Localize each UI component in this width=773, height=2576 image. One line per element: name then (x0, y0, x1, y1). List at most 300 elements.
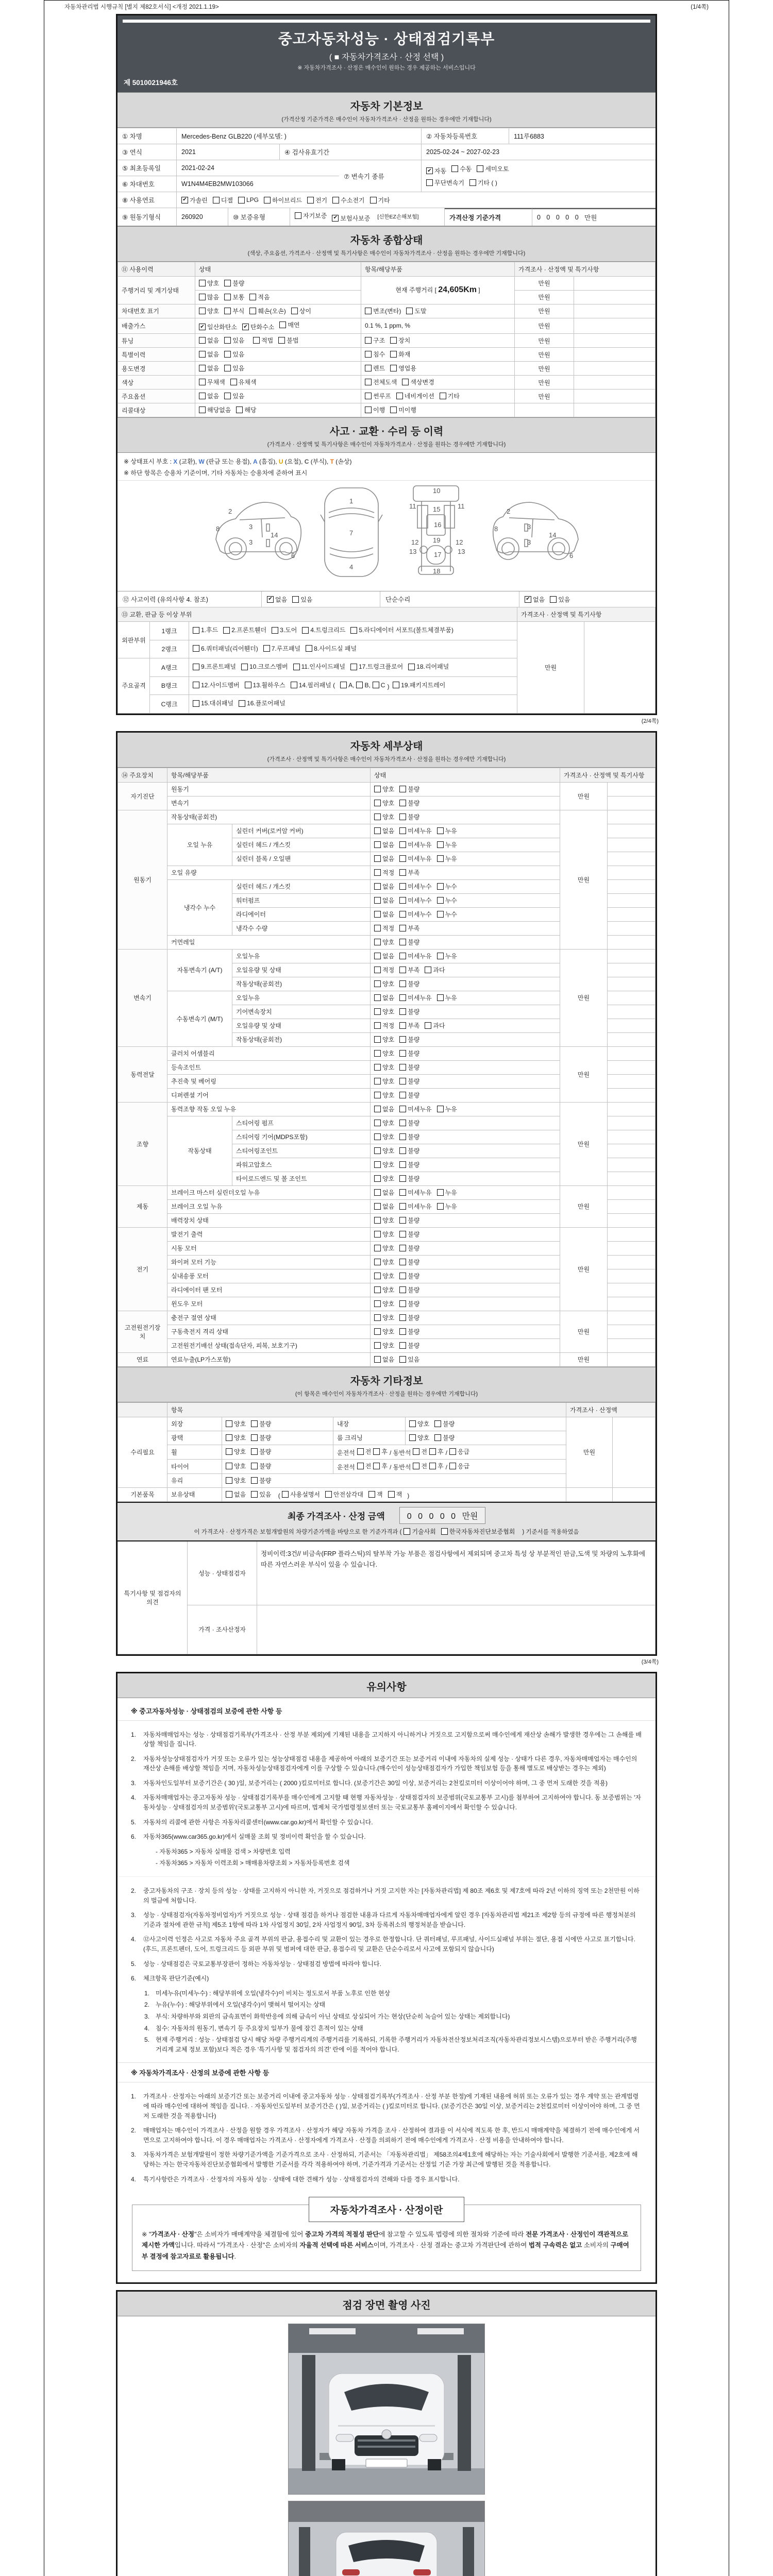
comprehensive-subtitle: (색상, 주요옵션, 가격조사 · 산정액 및 특기사항은 매수인이 자동차가격조사 · 산정을 원하는 경우에만 기재합니다) (247, 250, 526, 257)
opinion-table (117, 1540, 656, 1654)
cell (195, 403, 361, 417)
cell (584, 622, 656, 714)
checkbox-option[interactable]: 구조 (365, 336, 385, 345)
checkbox-option[interactable]: 해당없음 (199, 405, 231, 414)
checkbox-option[interactable]: 양호 (374, 1077, 394, 1086)
checkbox-option[interactable]: 불량 (399, 1244, 419, 1252)
cell: 주요골격 (118, 658, 150, 714)
checkbox-option[interactable]: 미세누유 (399, 826, 431, 835)
checkbox-option[interactable]: 수소전기 (332, 196, 364, 205)
checkbox-option[interactable]: 양호 (374, 1258, 394, 1266)
checkbox-option[interactable]: 색상변경 (402, 378, 434, 386)
checkbox-option[interactable]: 양호 (374, 799, 394, 807)
checkbox-option[interactable]: 적법 (253, 336, 273, 345)
checkbox-option[interactable]: 있음 (399, 1355, 419, 1364)
cell: 배력장치 상태 (167, 1213, 371, 1227)
checkbox-option[interactable]: 불량 (399, 938, 419, 946)
pricing-definition-box (132, 2205, 641, 2271)
checkbox-option[interactable]: 불량 (399, 799, 419, 807)
cell: 변속기 (167, 796, 371, 810)
cell (608, 963, 656, 977)
checkbox-option[interactable]: 적정 (374, 868, 394, 877)
checkbox-option[interactable]: 기타 ( ) (469, 178, 497, 187)
checkbox-option[interactable]: 누유 (437, 826, 457, 835)
checkbox-option[interactable]: 양호 (374, 1244, 394, 1252)
notice-item: 3. 자동차가격은 보험개발원이 정한 차량기준가액을 기준가격으로 조사 · 산정하되, 기준서는 「자동차관리법」 제58조의4제1호에 해당하는 자는 기술사회에서 발행한 기준서를, 제2호에 해당하는 자는 한국자동차진단보증협회에서 발행한 기준서를 각각 적용하여야 하며, 기준가격과 기준서는 산정일 기준 가장 최근에 발행된 것을 적용합니다. (131, 2151, 638, 2168)
cell (371, 921, 560, 935)
checkbox-option[interactable]: 보통 (224, 293, 244, 301)
checkbox-option[interactable]: 15.대쉬패널 (193, 697, 233, 709)
checkbox-option[interactable]: 4.트렁크리드 (302, 624, 345, 636)
checkbox-option[interactable]: 해당 (236, 405, 256, 414)
cell: 스티어링 기어(MDPS포함) (232, 1130, 371, 1144)
checkbox-option[interactable]: 불량 (399, 1063, 419, 1072)
warranty-options (290, 208, 445, 226)
checkbox-option[interactable]: 17.트렁크플로어 (350, 660, 403, 673)
engine-type-label: ⑨ 원동기형식 (117, 208, 177, 226)
checkbox-option[interactable]: 양호 (226, 1433, 246, 1442)
cell: 상태 (195, 262, 361, 276)
checkbox-option[interactable]: 기타 (440, 392, 460, 400)
cell (608, 921, 656, 935)
checkbox-option[interactable]: 누유 (437, 952, 457, 960)
checkbox-option[interactable]: 양호 (374, 1285, 394, 1294)
checkbox-option[interactable]: 없음 (199, 350, 219, 359)
cell (406, 1431, 566, 1445)
checkbox-option[interactable]: 1.후드 (193, 624, 218, 636)
svg-text:11: 11 (458, 502, 465, 510)
checkbox-option[interactable]: 없음 (199, 364, 219, 372)
checkbox-option[interactable]: 미세누수 (399, 882, 431, 891)
checkbox-option[interactable]: 불량 (399, 1091, 419, 1099)
checkbox-option[interactable]: LPG (238, 196, 259, 204)
checkbox-option[interactable]: 없음 (374, 896, 394, 905)
checkbox-option[interactable]: 사용설명서 (282, 1490, 320, 1499)
checkbox-option[interactable]: ✔ 탄화수소 (242, 323, 274, 331)
cell: 연료 (118, 1352, 167, 1366)
cell: 브레이크 오일 누유 (167, 1199, 371, 1213)
checkbox-option[interactable]: 부족 (399, 868, 419, 877)
car-damage-diagram (117, 481, 656, 591)
checkbox-option[interactable]: 자기보증 (295, 211, 327, 220)
checkbox-option[interactable]: 양호 (374, 1174, 394, 1183)
checkbox-option[interactable]: 누수 (437, 896, 457, 905)
checkbox-option[interactable]: 양호 (226, 1447, 246, 1456)
inspection-photo-rear (288, 2501, 485, 2576)
checkbox-option[interactable]: 없음 (374, 1202, 394, 1211)
cell: 가격조사 · 산정액 및 특기사항 (560, 768, 656, 782)
checkbox-option[interactable]: 양호 (374, 938, 394, 946)
photos-band (117, 2292, 656, 2316)
cell (608, 796, 656, 810)
checkbox-option[interactable]: 불량 (251, 1419, 271, 1428)
cell: 1랭크 (150, 622, 189, 640)
checkbox-option[interactable]: 안전삼각대 (325, 1490, 363, 1499)
cell: 12.사이드멤버 13.휠하우스 14.필러패널 ( A, B, C ) 19.패키지트레이 (189, 676, 517, 695)
photos-title: 점검 장면 촬영 사진 (342, 2299, 431, 2311)
checkbox-option[interactable]: 수동 (451, 164, 472, 173)
basic-row-fuel (117, 192, 656, 208)
checkbox-option[interactable]: 적음 (249, 293, 270, 301)
cell (371, 1102, 560, 1116)
checkbox-option[interactable]: 불량 (399, 1160, 419, 1169)
checkbox-option[interactable]: 누유 (437, 1105, 457, 1113)
cell (608, 1227, 656, 1241)
checkbox-option[interactable]: 많음 (199, 293, 219, 301)
checkbox-option[interactable]: 있음 (224, 350, 244, 359)
cell (608, 977, 656, 991)
accident-subtitle: (가격조사 · 산정액 및 특기사항은 매수인이 자동차가격조사 · 산정을 원하는 경우에만 기재합니다) (267, 442, 506, 448)
checkbox-option[interactable]: 불량 (251, 1447, 271, 1456)
checkbox-option[interactable]: 도말 (406, 307, 426, 315)
checkbox-option[interactable]: 양호 (374, 1230, 394, 1239)
checkbox-option[interactable]: 양호 (409, 1433, 429, 1442)
checkbox-option[interactable]: 없음 (374, 952, 394, 960)
checkbox-option[interactable]: 과다 (425, 965, 445, 974)
checkbox-option[interactable]: 불량 (399, 1230, 419, 1239)
checkbox-option[interactable]: 부족 (399, 965, 419, 974)
checkbox-option[interactable]: 잭 (388, 1490, 402, 1499)
fuel-label: ⑧ 사용연료 (117, 192, 177, 208)
cell (371, 1172, 560, 1185)
checkbox-option[interactable]: 침수 (365, 350, 385, 359)
checkbox-option[interactable]: 양호 (374, 1216, 394, 1225)
title-block (117, 15, 656, 92)
checkbox-option[interactable]: 부족 (399, 1021, 419, 1030)
checkbox-option[interactable]: 기타 (370, 196, 390, 205)
checkbox-option[interactable]: 없음 (199, 336, 219, 345)
cell: 디퍼렌셜 기어 (167, 1088, 371, 1102)
checkbox-option[interactable]: 누수 (437, 910, 457, 919)
checkbox-option[interactable]: 미세누유 (399, 1202, 431, 1211)
checkbox-option[interactable]: 장치 (390, 336, 410, 345)
svg-text:3: 3 (527, 523, 531, 531)
cell: 오일 누유 (167, 824, 232, 866)
basic-info-band (117, 92, 656, 128)
cell (371, 852, 560, 866)
checkbox-option[interactable]: 없음 (374, 826, 394, 835)
checkbox-option[interactable]: 불량 (399, 1327, 419, 1336)
checkbox-option[interactable]: 8.사이드실 패널 (306, 642, 357, 655)
checkbox-option[interactable]: 양호 (409, 1419, 429, 1428)
checkbox-option[interactable]: 양호 (374, 1049, 394, 1058)
checkbox-option[interactable]: 누유 (437, 993, 457, 1002)
checkbox-option[interactable]: 12.사이드멤버 (193, 679, 240, 691)
checkbox-option[interactable]: 양호 (374, 1132, 394, 1141)
checkbox-option[interactable]: 없음 (374, 1105, 394, 1113)
checkbox-option[interactable]: 5.라디에이터 서포트(볼트체결부품) (350, 624, 453, 636)
checkbox-option[interactable]: 있음 (224, 392, 244, 400)
checkbox-option[interactable]: ✔ 없음 (525, 595, 545, 604)
checkbox-option[interactable]: 상이 (291, 307, 311, 315)
cell (608, 1074, 656, 1088)
checkbox-option[interactable]: 양호 (374, 1091, 394, 1099)
basic-info-table (117, 128, 656, 226)
checkbox-option[interactable]: 19.패키지트레이 (393, 679, 445, 691)
checkbox-option[interactable]: 불량 (399, 1077, 419, 1086)
inspection-photo-front (288, 2324, 485, 2495)
checkbox-option[interactable]: 불량 (399, 1035, 419, 1044)
checkbox-option[interactable]: 11.인사이드패널 (293, 660, 345, 673)
inspection-photos (117, 2316, 656, 2576)
checkbox-option[interactable]: 16.플로어패널 (239, 697, 285, 709)
checkbox-option[interactable]: 있음 (292, 595, 312, 604)
checkbox-option[interactable]: 영업용 (390, 364, 416, 372)
checkbox-option[interactable]: 미세누유 (399, 840, 431, 849)
checkbox-option[interactable]: 9.프론트패널 (193, 660, 236, 673)
checkbox-option[interactable]: 불량 (399, 1132, 419, 1141)
cell (195, 348, 361, 362)
checkbox-option[interactable]: 누유 (437, 1188, 457, 1197)
cell: 파워고압호스 (232, 1158, 371, 1172)
notice-item: 4. 자동차매매업자는 중고자동차 성능 · 상태점검기록부를 매수인에게 고지할 때 현행 자동차성능 · 상태점검자의 보증범위(국토교통부 고시)를 첨부하여 고지하여야 합니다. 동 보증범위는 '자동차성능 · 상태점검자의 보증범위'(국토교통부 고시)에 따르며, 법제처 국가법령정보센터 또는 국토교통부 홈페이지에서 확인할 수 있습니다. (131, 1794, 641, 1811)
cell: 라디에이터 팬 모터 (167, 1283, 371, 1297)
checkbox-option[interactable]: ✔ 일산화탄소 (199, 323, 237, 331)
detail-title: 자동차 세부상태 (350, 740, 423, 752)
checkbox-option[interactable]: 미세누유 (399, 1105, 431, 1113)
checkbox-option[interactable]: 있음 (251, 1490, 271, 1499)
checkbox-option[interactable]: 양호 (374, 1118, 394, 1127)
checkbox-option[interactable]: 불량 (399, 812, 419, 821)
checkbox-option[interactable]: 있음 (224, 336, 244, 345)
checkbox-option[interactable]: 불량 (434, 1433, 455, 1442)
cell: 만원 (515, 318, 574, 334)
cell: 동력조향 작동 오일 누유 (167, 1102, 371, 1116)
checkbox-option[interactable]: 있음 (550, 595, 570, 604)
checkbox-option[interactable]: 누수 (437, 882, 457, 891)
checkbox-option[interactable]: 양호 (374, 1035, 394, 1044)
checkbox-option[interactable]: 양호 (374, 1063, 394, 1072)
checkbox-option[interactable]: 없음 (374, 840, 394, 849)
checkbox-option[interactable]: 없음 (199, 392, 219, 400)
checkbox-option[interactable]: 적정 (374, 924, 394, 933)
checkbox-option[interactable]: 불량 (224, 279, 244, 287)
checkbox-option[interactable]: 불량 (251, 1462, 271, 1470)
checkbox-option[interactable]: 양호 (199, 279, 219, 287)
checkbox-option[interactable]: 미세누유 (399, 993, 431, 1002)
etc-price-header: 가격조사 · 산정액 (566, 1402, 656, 1417)
notice-item: 6. 자동차365(www.car365.go.kr)에서 실매물 조회 및 정비이력 확인을 할 수 있습니다. (131, 1833, 366, 1841)
checkbox-option[interactable]: 3.도어 (272, 624, 297, 636)
cell: 오일유량 및 상태 (232, 1019, 371, 1032)
checkbox-option[interactable]: 없음 (374, 882, 394, 891)
checkbox-option[interactable]: 없음 (374, 993, 394, 1002)
checkbox-option[interactable]: ✔ 가솔린 (181, 196, 208, 205)
checkbox-option[interactable]: 누유 (437, 854, 457, 863)
checkbox-option[interactable]: 불량 (399, 1146, 419, 1155)
checkbox-option[interactable]: 불량 (399, 1285, 419, 1294)
checkbox-option[interactable]: 있음 (224, 364, 244, 372)
checkbox-option[interactable]: 부족 (399, 924, 419, 933)
checkbox-option[interactable]: 양호 (374, 812, 394, 821)
checkbox-option[interactable]: 양호 (374, 1313, 394, 1322)
checkbox-option[interactable]: 불법 (278, 336, 298, 345)
cell (371, 1255, 560, 1269)
checkbox-option[interactable]: 세미오토 (477, 164, 509, 173)
checkbox-option[interactable]: 없음 (374, 910, 394, 919)
cell (222, 1431, 333, 1445)
checkbox-option[interactable]: 불량 (399, 1174, 419, 1183)
checkbox-option[interactable]: 양호 (374, 1341, 394, 1350)
notice-body (117, 1698, 656, 2271)
checkbox-option[interactable]: 기술사회 (404, 1527, 435, 1536)
checkbox-option[interactable]: 하이브리드 (264, 196, 302, 205)
checkbox-option[interactable]: 디젤 (213, 196, 233, 205)
checkbox-option[interactable]: 양호 (199, 307, 219, 315)
cell (361, 362, 515, 376)
notice-subitem: 5. 현재 주행거리 : 성능 · 상태점검 당시 해당 차량 주행거리계의 주행거리를 기록하되, 기록한 주행거리가 자동차전산정보처리조직(자동차관리정보시스템)으로부터 받은 주행거리(주행거리계 교체 정보 포함)보다 적은 경우 '특기사항 및 점검자의 의견' 란에 이를 적어야 합니다. (144, 2036, 637, 2053)
cell (195, 334, 361, 348)
cell: 특별이력 (118, 348, 195, 362)
checkbox-option[interactable]: 양호 (374, 1160, 394, 1169)
cell: 스티어링조인트 (232, 1144, 371, 1158)
notice-item: 1. 가격조사 · 산정자는 아래의 보증기간 또는 보증거리 이내에 중고자동차 성능 · 상태점검기록부(가격조사 · 산정 부분 한정)에 기재된 내용에 허위 또는 오류가 있는 경우 계약 또는 관계법령에 따라 매수인에 대하여 책임을 집니다. · 자동차인도일부터 보증기간은 ( )일, 보증거리는 ( )킬로미터로 합니다. (보증기간은 30일 이상, 보증거리는 2천킬로미터 이상이어야 하며, 그 중 먼저 도래한 것을 적용합니다) (131, 2093, 640, 2120)
cell: 만원 (515, 334, 574, 348)
checkbox-option[interactable]: 변조(변타) (365, 307, 401, 315)
checkbox-option[interactable]: 누유 (437, 840, 457, 849)
checkbox-option[interactable]: 전체도색 (365, 378, 397, 386)
checkbox-option[interactable]: 7.루프패널 (263, 642, 300, 655)
checkbox-option[interactable]: 부식 (224, 307, 244, 315)
checkbox-option[interactable]: 미이행 (390, 405, 416, 414)
cell: 용도변경 (118, 362, 195, 376)
cell (195, 318, 361, 334)
checkbox-option[interactable]: 누유 (437, 1202, 457, 1211)
checkbox-option[interactable]: 무단변속기 (426, 178, 464, 187)
checkbox-option[interactable]: 없음 (374, 854, 394, 863)
cell (608, 1325, 656, 1338)
checkbox-option[interactable]: 유채색 (230, 378, 257, 386)
checkbox-option[interactable]: 불량 (399, 1118, 419, 1127)
checkbox-option[interactable]: 화재 (390, 350, 410, 359)
checkbox-option[interactable]: 불량 (399, 1007, 419, 1016)
notice-item: 2. 중고자동차의 구조 · 장치 등의 성능 · 상태를 고지하지 아니한 자, 거짓으로 점검하거나 거짓 고지한 자는 [자동차관리법] 제 80조 제6호 및 제7호에 따라 2년 이하의 징역 또는 2천만원 이하의 벌금에 처합니다. (131, 1887, 640, 1904)
checkbox-option[interactable]: 렌트 (365, 364, 385, 372)
checkbox-option[interactable]: 과다 (425, 1021, 445, 1030)
checkbox-option[interactable]: ✔ 자동 (426, 166, 446, 175)
checkbox-option[interactable]: ✔ 없음 (267, 595, 287, 604)
warranty-insurer: [신한EZ손해보험] (377, 214, 419, 221)
checkbox-option[interactable]: 양호 (374, 1146, 394, 1155)
cell (574, 318, 656, 334)
cell (371, 1144, 560, 1158)
checkbox-option[interactable]: 양호 (374, 1007, 394, 1016)
checkbox-option[interactable]: 불량 (399, 1299, 419, 1308)
cell (371, 1311, 560, 1325)
page-meta (64, 3, 709, 11)
checkbox-option[interactable]: 불량 (399, 1272, 419, 1280)
checkbox-option[interactable]: 양호 (374, 1327, 394, 1336)
checkbox-option[interactable]: 불량 (434, 1419, 455, 1428)
checkbox-option[interactable]: 10.크로스멤버 (241, 660, 288, 673)
checkbox-option[interactable]: 네비게이션 (396, 392, 434, 400)
checkbox-option[interactable]: 불량 (399, 1313, 419, 1322)
cell (371, 1074, 560, 1088)
checkbox-option[interactable]: 전기 (307, 196, 327, 205)
cell: C랭크 (150, 695, 189, 714)
opinion-row-label: 특기사항 및 점검자의 의견 (118, 1541, 188, 1654)
checkbox-option[interactable]: 불량 (399, 1216, 419, 1225)
final-price-amount: 0 0 0 0 0 만원 (399, 1507, 486, 1524)
checkbox-option[interactable]: 양호 (374, 1299, 394, 1308)
cell (189, 640, 517, 658)
checkbox-option[interactable]: 불량 (251, 1433, 271, 1442)
checkbox-option[interactable]: 불량 (251, 1476, 271, 1485)
svg-text:8: 8 (494, 525, 498, 533)
checkbox-option[interactable]: 적정 (374, 965, 394, 974)
cell (608, 1019, 656, 1032)
checkbox-option[interactable]: 불량 (399, 1049, 419, 1058)
checkbox-option[interactable]: 잭 (368, 1490, 383, 1499)
cell: 타이로드엔드 및 볼 조인트 (232, 1172, 371, 1185)
cell (195, 290, 361, 304)
checkbox-option[interactable]: 13.휠하우스 (245, 679, 285, 691)
checkbox-option[interactable]: 18.리어패널 (408, 660, 449, 673)
notice-item: 3. 자동차인도일부터 보증기간은 ( 30 )일, 보증거리는 ( 2000 )킬로미터로 합니다. (보증기간은 30일 이상, 보증거리는 2천킬로미터 이상이어야 하며, 그 중 먼저 도래한 것을 적용) (131, 1779, 608, 1787)
checkbox-option[interactable]: 썬루프 (365, 392, 391, 400)
basic-row-name (117, 128, 656, 144)
checkbox-option[interactable]: 양호 (374, 785, 394, 793)
cell: 전기 (118, 1227, 167, 1311)
checkbox-option[interactable]: 2.프론트휀더 (223, 624, 266, 636)
cell: 추진축 및 베어링 (167, 1074, 371, 1088)
checkbox-option[interactable]: 없음 (226, 1490, 246, 1499)
checkbox-option[interactable]: 양호 (226, 1462, 246, 1470)
checkbox-option[interactable]: 6.쿼터패널(리어휀더) (193, 642, 258, 655)
checkbox-option[interactable]: 미세누수 (399, 910, 431, 919)
base-price-label: 가격산정 기준가격 (445, 208, 532, 226)
checkbox-option[interactable]: 적정 (374, 1021, 394, 1030)
cell (608, 893, 656, 907)
notice-item: 4. 특기사항란은 가격조사 · 산정자의 자동차 성능 · 상태에 대한 견해가 성능 · 상태점검자의 견해와 다를 경우 표시합니다. (131, 2175, 460, 2183)
cell (371, 1297, 560, 1311)
svg-text:7: 7 (349, 529, 354, 537)
cell (371, 935, 560, 949)
checkbox-option[interactable]: 훼손(오손) (249, 307, 285, 315)
checkbox-option[interactable]: 매연 (279, 320, 299, 329)
svg-text:3: 3 (527, 538, 531, 546)
cell (574, 290, 656, 304)
cell: 등속조인트 (167, 1060, 371, 1074)
cell (371, 1005, 560, 1019)
checkbox-option[interactable]: 무채색 (199, 378, 225, 386)
checkbox-option[interactable]: 양호 (374, 1272, 394, 1280)
cell: 만원 (560, 1352, 608, 1366)
checkbox-option[interactable]: 없음 (374, 1355, 394, 1364)
checkbox-option[interactable]: 양호 (226, 1476, 246, 1485)
checkbox-option[interactable]: 불량 (399, 1258, 419, 1266)
checkbox-option[interactable]: 미세누유 (399, 1188, 431, 1197)
cell (371, 893, 560, 907)
cell: 작동상태 (167, 1116, 232, 1185)
checkbox-option[interactable]: 불량 (399, 785, 419, 793)
checkbox-option[interactable]: 없음 (374, 1188, 394, 1197)
cell (371, 1241, 560, 1255)
checkbox-option[interactable]: 미세누유 (399, 952, 431, 960)
checkbox-option[interactable]: 한국자동차진단보증협회 (441, 1527, 515, 1536)
svg-text:10: 10 (433, 487, 441, 495)
checkbox-option[interactable]: 양호 (374, 979, 394, 988)
checkbox-option[interactable]: 불량 (399, 1341, 419, 1350)
checkbox-option[interactable]: 이행 (365, 405, 385, 414)
checkbox-option[interactable]: ✔ 보험사보증 (332, 214, 370, 223)
checkbox-option[interactable]: 양호 (226, 1419, 246, 1428)
checkbox-option[interactable]: 미세누유 (399, 854, 431, 863)
etc-table (117, 1402, 656, 1502)
checkbox-option[interactable]: 미세누수 (399, 896, 431, 905)
cell (608, 1032, 656, 1046)
checkbox-option[interactable]: 불량 (399, 979, 419, 988)
